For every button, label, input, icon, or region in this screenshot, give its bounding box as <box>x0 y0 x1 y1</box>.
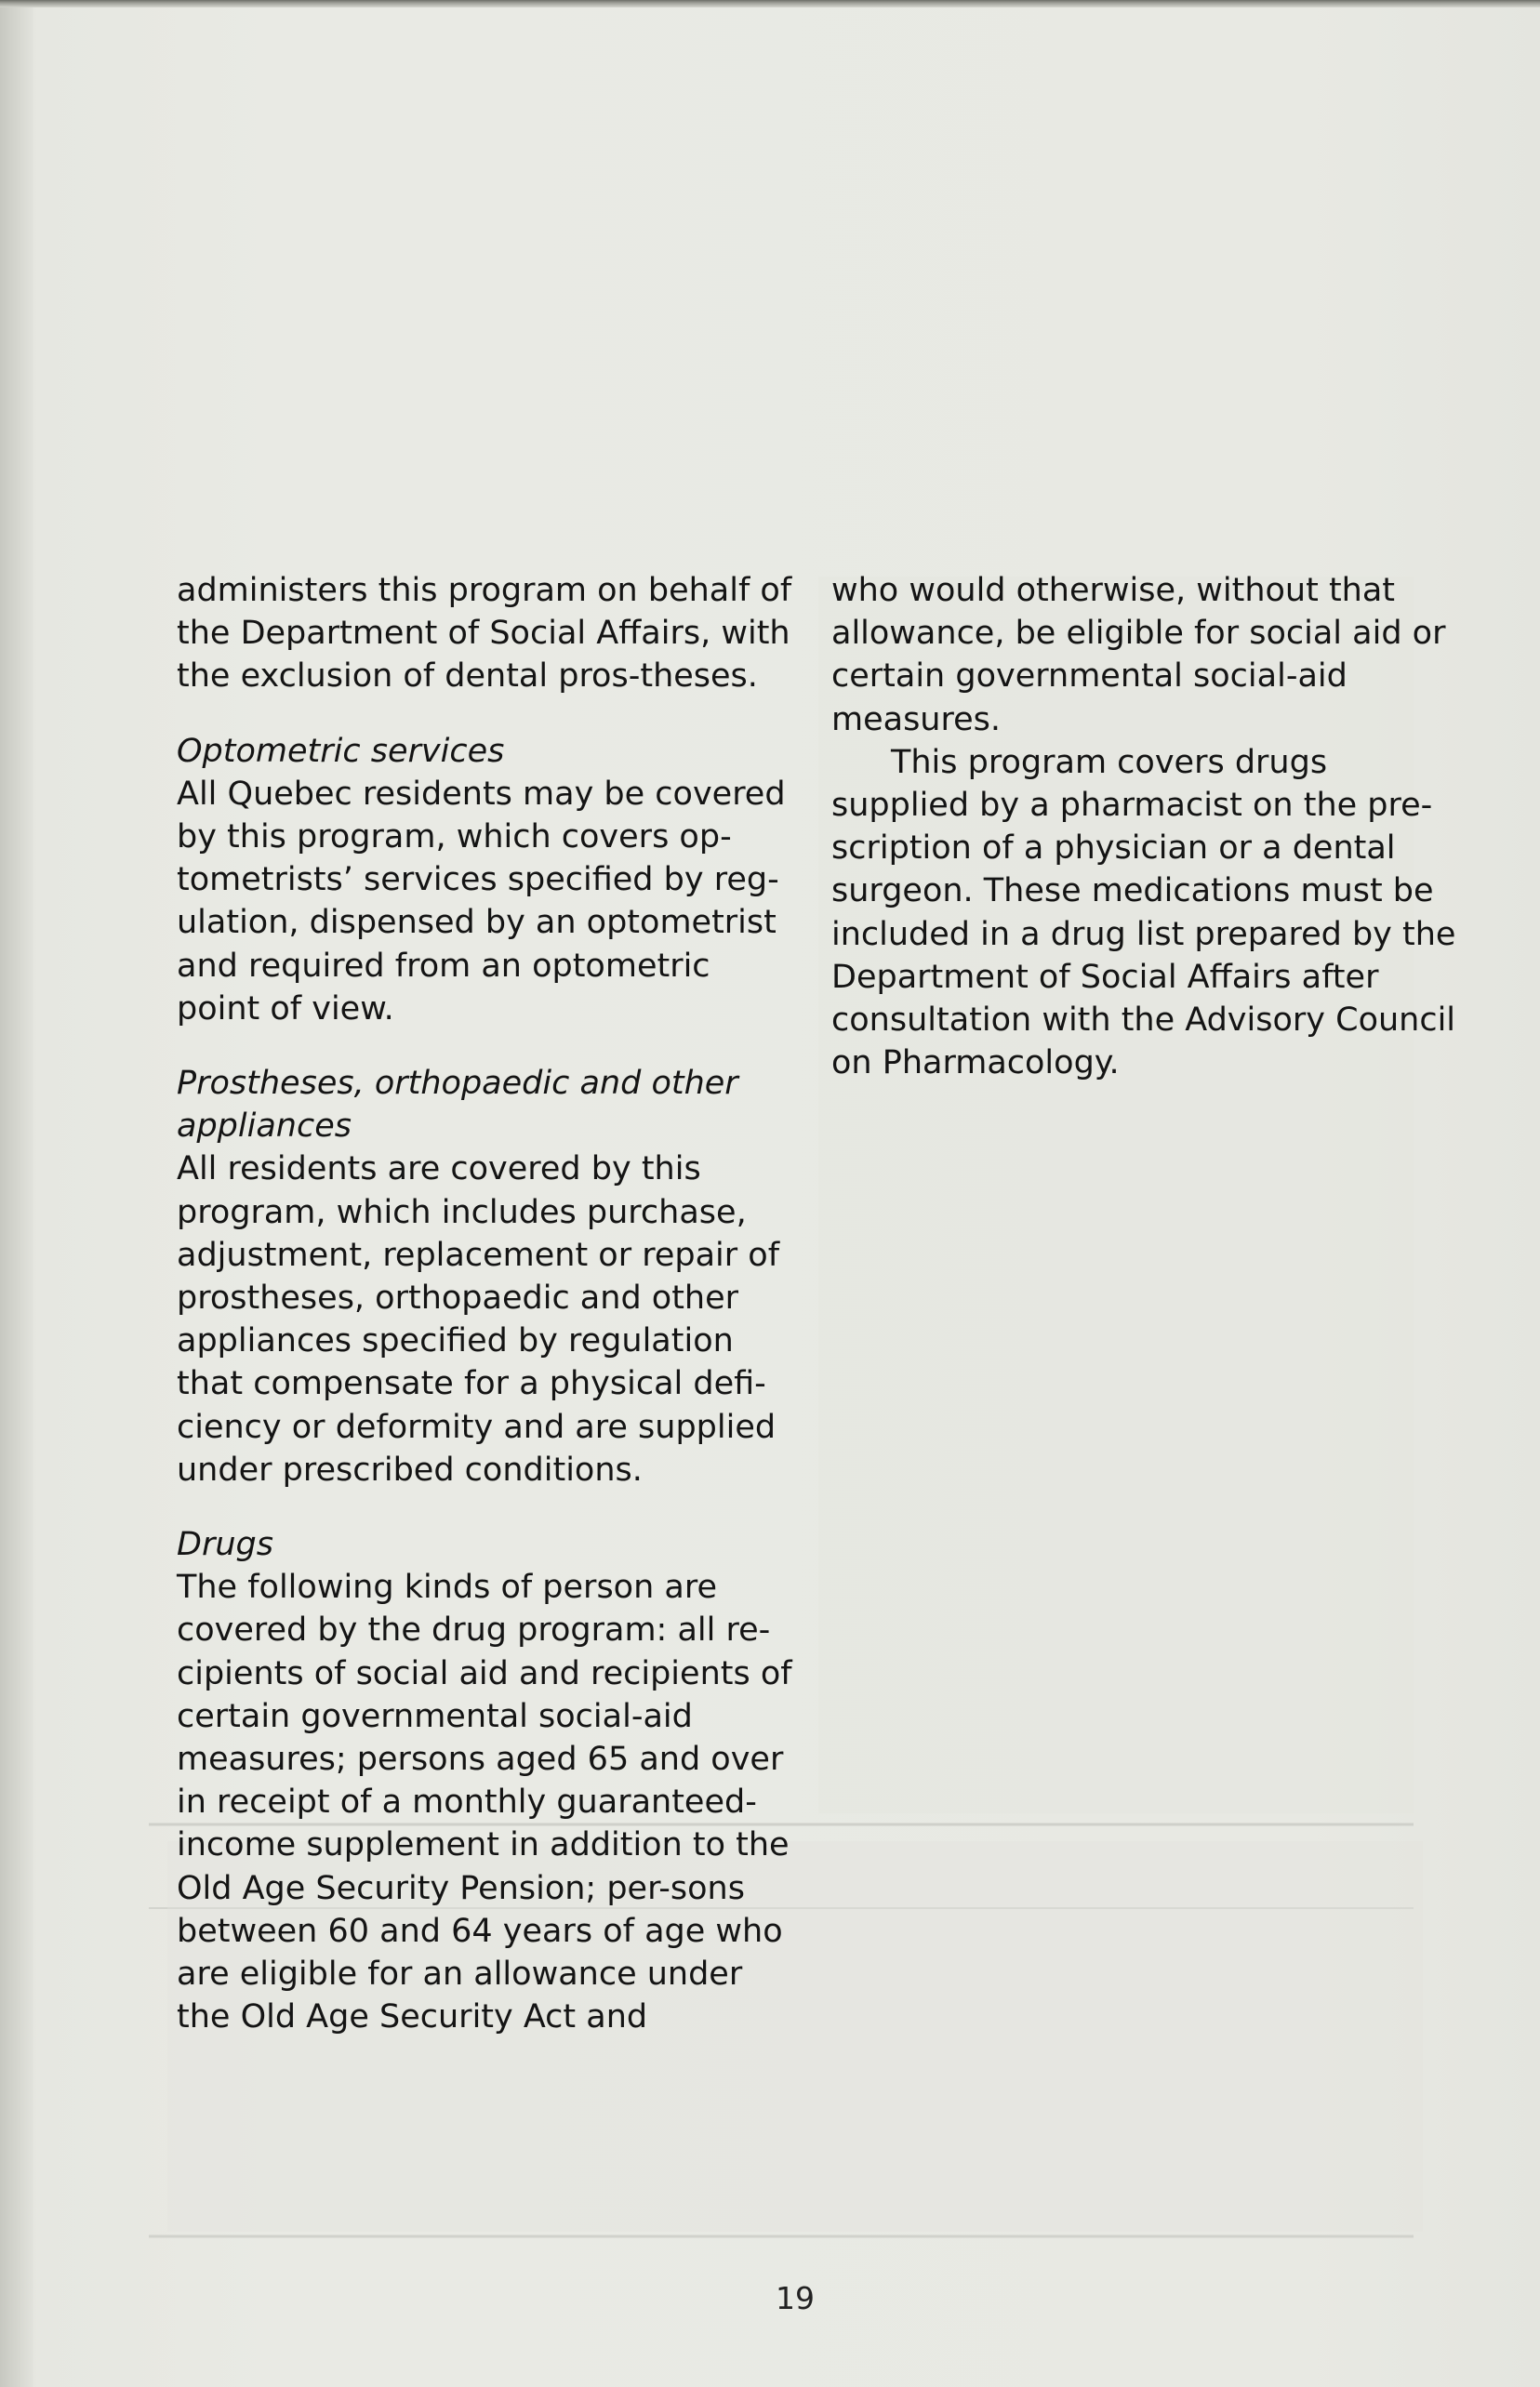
paragraph-drug-coverage: This program covers drugs supplied by a pharmacist on the pre-scription of a physician or a dental surgeon. These medications must be included in a drug list prepared by the Department of Social Affairs after consultation with the Advisory Council on Pharmacology. <box>831 743 1456 1082</box>
paragraph-dental-exclusion: administers this program on behalf of the Department of Social Affairs, with the exclusion of dental pros-theses. <box>177 572 792 696</box>
paragraph-allowance-eligibility: who would otherwise, without that allowance, be eligible for social aid or certain governmental social-aid measures. <box>831 572 1446 738</box>
heading-optometric-services: Optometric services <box>177 732 505 770</box>
heading-drugs: Drugs <box>177 1526 273 1564</box>
heading-prostheses: Prostheses, orthopaedic and other appliances <box>177 1065 738 1146</box>
page-number: 19 <box>776 2280 815 2316</box>
left-column <box>177 569 800 2039</box>
paragraph-optometric-services: All Quebec residents may be covered by this program, which covers op-tometrists’ services specified by reg-ulation, dispensed by an optometrist and required from an optometric point of view. <box>177 775 786 1028</box>
paragraph-prostheses: All residents are covered by this program, which includes purchase, adjustment, replacement or repair of prostheses, orthopaedic and other appliances specified by regulation that compensate for a physical defi-ciency or deformity and are supplied under prescribed conditions. <box>177 1150 780 1489</box>
right-column <box>831 569 1464 1084</box>
paragraph-drugs: The following kinds of person are covered by the drug program: all re-cipients of social aid and recipients of certain governmental social-aid measures; persons aged 65 and over in receipt of a monthly guaranteed-income supplement in addition to the Old Age Security Pension; per-sons between 60 and 64 years of age who are eligible for an allowance under the Old Age Security Act and <box>177 1569 792 2036</box>
